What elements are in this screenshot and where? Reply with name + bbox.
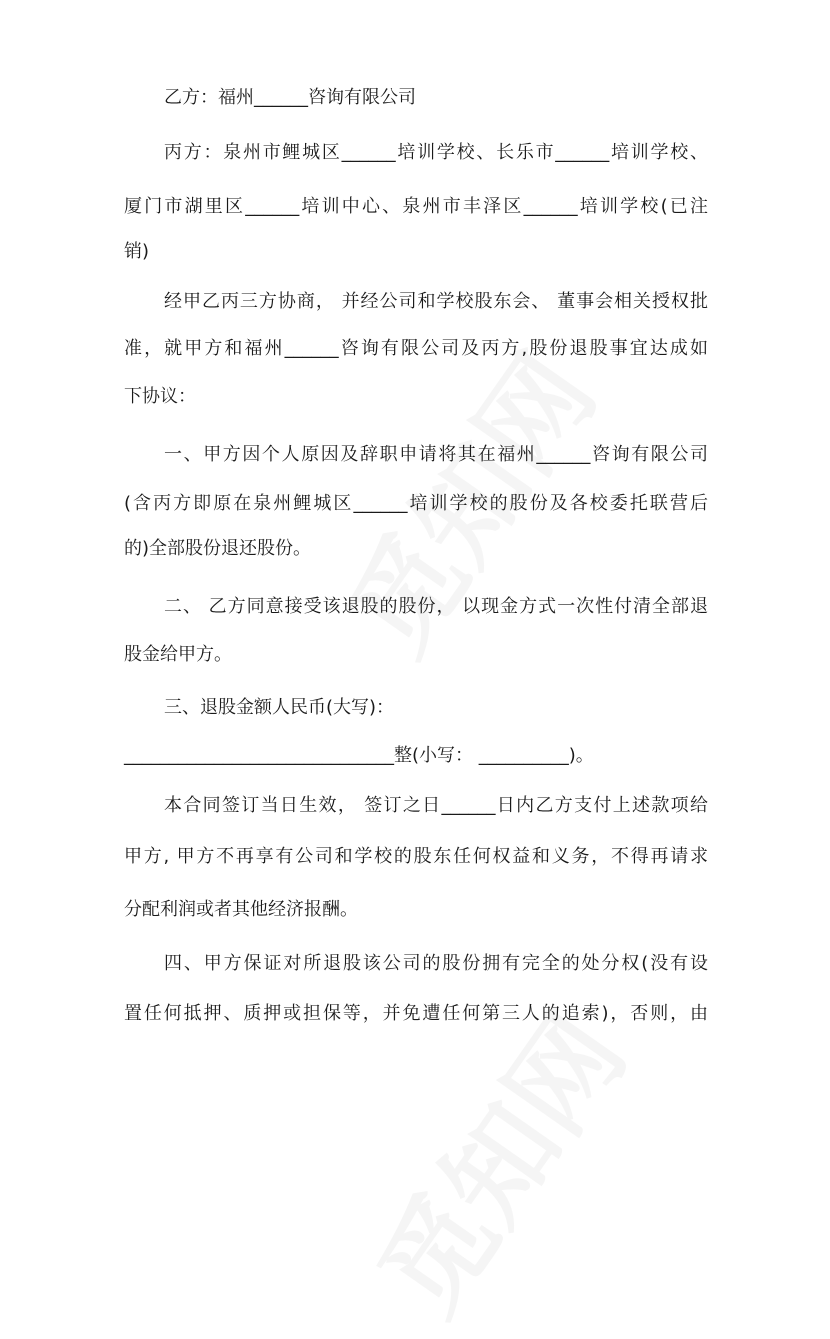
party-b-line: 乙方：福州______咨询有限公司 (164, 87, 416, 108)
clause-2-line: 二、 乙方同意接受该退股的股份， 以现金方式一次性付清全部退 (164, 596, 708, 617)
party-c-line: 销) (124, 241, 150, 262)
clause-4-line: 四、甲方保证对所退股该公司的股份拥有完全的处分权(没有设 (164, 953, 708, 974)
party-c-line: 丙方：泉州市鲤城区______培训学校、长乐市______培训学校、 (164, 142, 708, 163)
clause-3-line: 三、退股金额人民币(大写)： (164, 697, 395, 718)
preamble-line: 经甲乙丙三方协商， 并经公司和学校股东会、 董事会相关授权批 (164, 291, 708, 312)
party-c-line: 厦门市湖里区______培训中心、泉州市丰泽区______培训学校(已注 (124, 196, 708, 217)
clause-1-line: 一、甲方因个人原因及辞职申请将其在福州______咨询有限公司 (164, 444, 708, 465)
clause-4-line: 置任何抵押、质押或担保等，并免遭任何第三人的追索)，否则，由 (124, 1003, 708, 1024)
clause-2-line: 股金给甲方。 (124, 644, 232, 665)
effective-line: 本合同签订当日生效， 签订之日______日内乙方支付上述款项给 (164, 795, 708, 816)
preamble-line: 下协议： (124, 386, 196, 407)
preamble-line: 准，就甲方和福州______咨询有限公司及丙方,股份退股事宜达成如 (124, 338, 708, 359)
effective-line: 甲方, 甲方不再享有公司和学校的股东任何权益和义务，不得再请求 (124, 846, 708, 867)
clause-1-line: (含丙方即原在泉州鲤城区______培训学校的股份及各校委托联营后 (124, 493, 708, 514)
clause-3-amount-line: ______________________________整(小写： __________)。 (124, 745, 594, 766)
watermark (336, 979, 655, 1339)
effective-line: 分配利润或者其他经济报酬。 (124, 899, 358, 920)
clause-1-line: 的)全部股份退还股份。 (124, 538, 312, 559)
